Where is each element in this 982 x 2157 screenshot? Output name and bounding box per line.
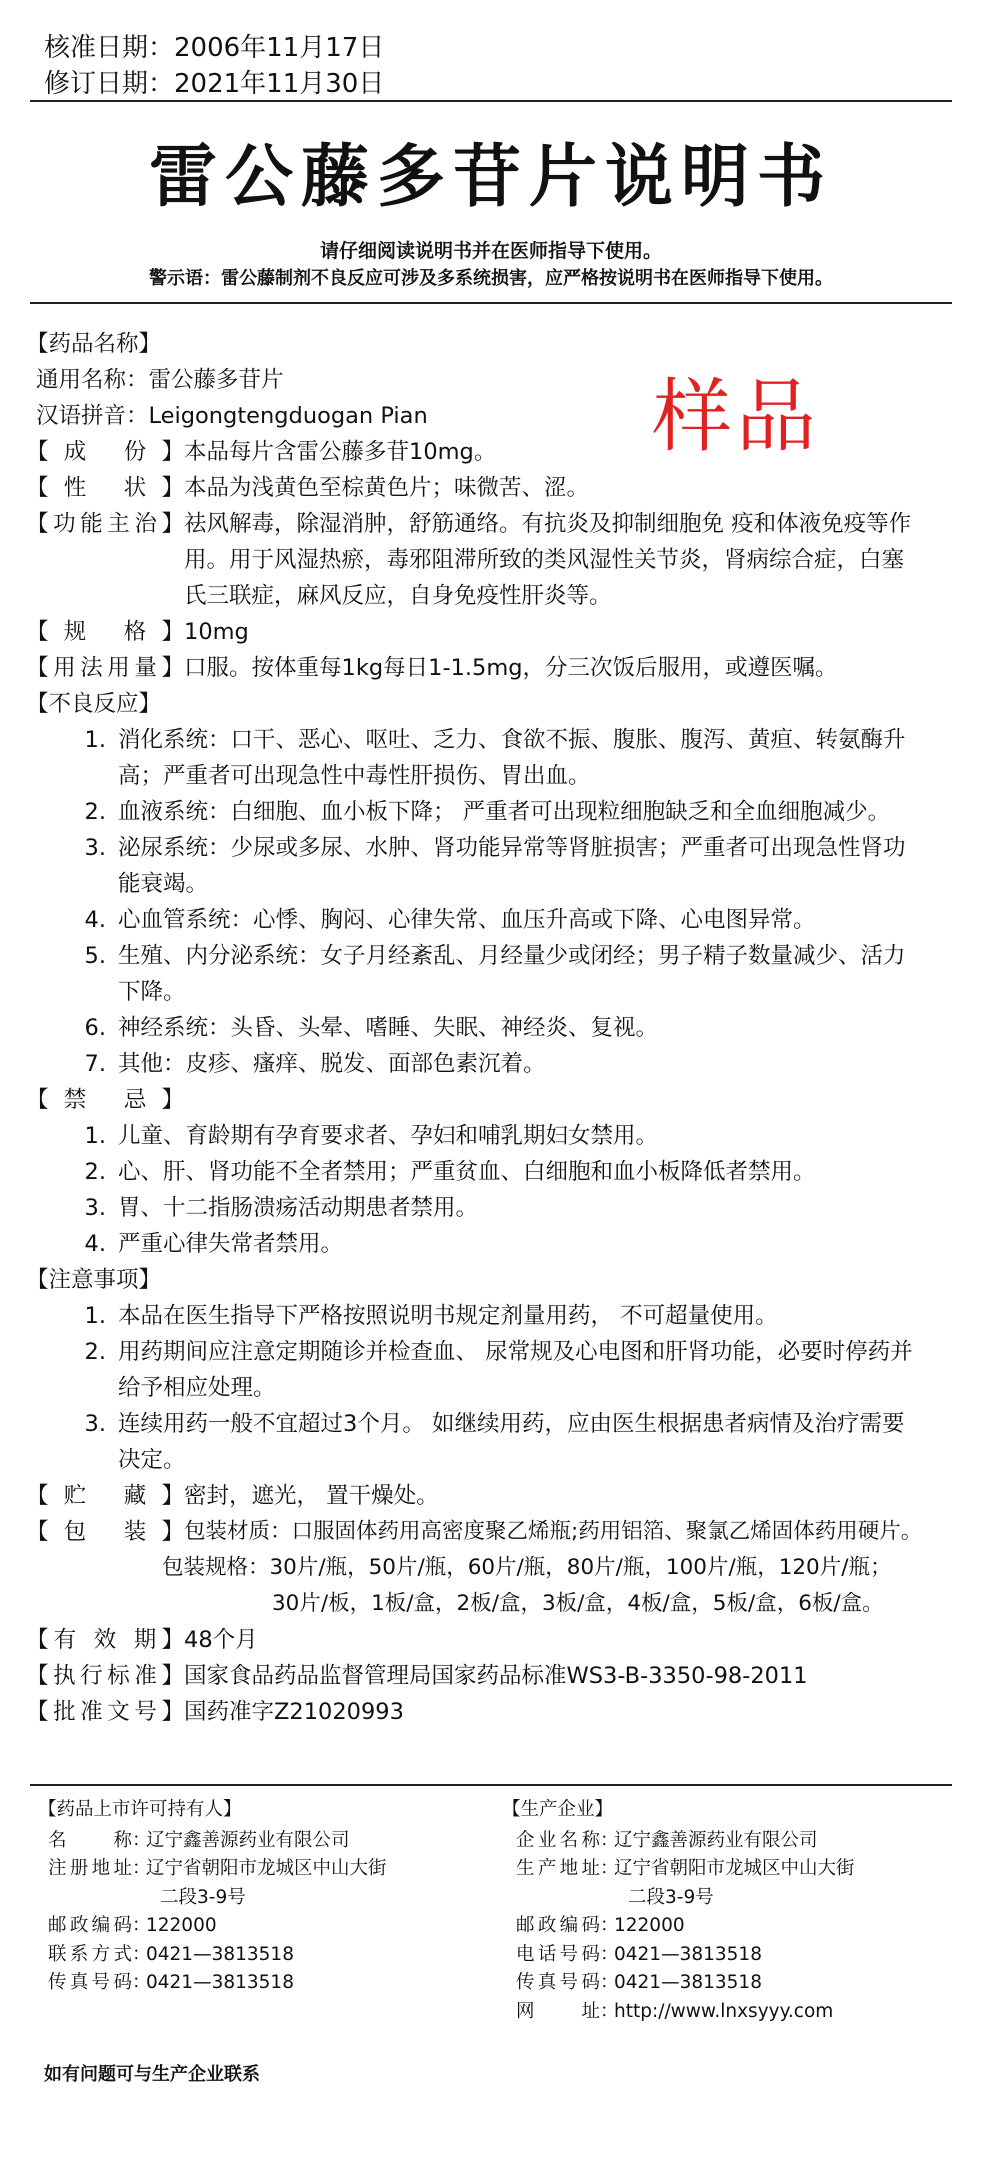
package-material: 包装材质：口服固体药用高密度聚乙烯瓶;药用铝箔、聚氯乙烯固体药用硬片。	[184, 1519, 923, 1544]
adverse-header: 【不良反应】	[26, 691, 162, 717]
list-item: 3. 胃、十二指肠溃疡活动期患者禁用。	[84, 1195, 479, 1221]
function-row	[26, 506, 966, 614]
validity-label: 【有 效 期】	[26, 1627, 184, 1653]
standard-value: 国家食品药品监督管理局国家药品标准WS3-B-3350-98-2011	[184, 1663, 808, 1689]
contact-note: 如有问题可与生产企业联系	[44, 2064, 260, 2085]
ingredient-value: 本品每片含雷公藤多苷10mg。	[184, 439, 497, 465]
contraindications-list	[26, 1118, 966, 1262]
adverse-list	[26, 722, 966, 1082]
validity-row	[26, 1622, 966, 1658]
storage-row	[26, 1478, 966, 1514]
manufacturer-row: 企业名称 ： 辽宁鑫善源药业有限公司	[516, 1829, 818, 1851]
sample-stamp: 样品	[652, 370, 820, 463]
manufacturer-row: 二段3-9号	[628, 1886, 714, 1908]
package-label: 【包 装】	[26, 1519, 184, 1545]
manufacturer-header: 【生产企业】	[502, 1799, 614, 1820]
appearance-value: 本品为浅黄色至棕黄色片；味微苦、涩。	[184, 475, 590, 501]
package-spec-line1: 包装规格：30片/瓶，50片/瓶，60片/瓶，80片/瓶，100片/瓶，120片/瓶；	[162, 1555, 892, 1580]
holder-row: 传真号码 ： 0421—3813518	[48, 1972, 294, 1993]
website-url: http://www.lnxsyyy.com	[614, 2000, 834, 2022]
list-item: 2. 心、肝、肾功能不全者禁用；严重贫血、白细胞和血小板降低者禁用。	[84, 1159, 816, 1185]
drug-name-header: 【药品名称】	[26, 331, 162, 357]
date-block	[44, 30, 384, 102]
holder-row: 注册地址 ： 辽宁省朝阳市龙城区中山大街	[48, 1858, 387, 1879]
validity-value: 48个月	[184, 1627, 258, 1653]
footer-divider	[30, 1784, 952, 1786]
document-title: 雷公藤多苷片说明书	[148, 138, 833, 217]
list-item: 1. 消化系统：口干、恶心、呕吐、乏力、食欲不振、腹胀、腹泻、黄疸、转氨酶升高；严重者可出现急性中毒性肝损伤、胃出血。	[84, 727, 906, 789]
package-spec-line2: 30片/板，1板/盒，2板/盒，3板/盒，4板/盒，5板/盒，6板/盒。	[272, 1591, 884, 1616]
holder-row: 二段3-9号	[160, 1886, 246, 1908]
usage-value: 口服。按体重每1kg每日1-1.5mg，分三次饭后服用，或遵医嘱。	[184, 655, 838, 681]
appearance-row	[26, 470, 966, 506]
holder-row: 名 称 ： 辽宁鑫善源药业有限公司	[48, 1829, 350, 1851]
storage-label: 【贮 藏】	[26, 1483, 184, 1509]
approval-date: 核准日期：2006年11月17日	[44, 33, 385, 63]
instruction-body	[26, 326, 966, 1730]
top-divider	[30, 100, 952, 102]
manufacturer-row: 生产地址 ： 辽宁省朝阳市龙城区中山大街	[516, 1858, 855, 1879]
standard-row	[26, 1658, 966, 1694]
approval-label: 【批准文号】	[26, 1699, 184, 1725]
usage-row	[26, 650, 966, 686]
function-label: 【功能主治】	[26, 511, 184, 537]
function-value: 祛风解毒，除湿消肿，舒筋通络。有抗炎及抑制细胞免 疫和体液免疫等作用。用于风湿热瘀，毒邪阻滞所致的类风湿性关节炎，肾病综合症，白塞氏三联症，麻风反应，自身免疫性肝炎等。	[184, 511, 912, 609]
standard-label: 【执行标准】	[26, 1663, 184, 1689]
manufacturer-block	[502, 1796, 952, 2026]
pinyin-name: 汉语拼音：Leigongtengduogan Pian	[36, 403, 428, 429]
manufacturer-row: 邮政编码 ： 122000	[516, 1915, 685, 1936]
list-item: 3. 连续用药一般不宜超过3个月。 如继续用药，应由医生根据患者病情及治疗需要决定。	[84, 1411, 905, 1473]
contraindications-header: 【禁 忌】	[26, 1087, 184, 1113]
appearance-label: 【性 状】	[26, 475, 184, 501]
manufacturer-row: 网 址 ： http://www.lnxsyyy.com	[516, 1998, 952, 2027]
warning-text: 警示语：雷公藤制剂不良反应可涉及多系统损害，应严格按说明书在医师指导下使用。	[149, 268, 833, 289]
list-item: 6. 神经系统：头昏、头晕、嗜睡、失眠、神经炎、复视。	[84, 1015, 659, 1041]
revision-date: 修订日期：2021年11月30日	[44, 69, 385, 99]
package-row	[26, 1514, 966, 1550]
precautions-header: 【注意事项】	[26, 1267, 162, 1293]
manufacturer-row: 传真号码 ： 0421—3813518	[516, 1972, 762, 1993]
list-item: 4. 严重心律失常者禁用。	[84, 1231, 344, 1257]
common-name: 通用名称：雷公藤多苷片	[36, 367, 284, 393]
header-divider	[30, 302, 952, 304]
list-item: 3. 泌尿系统：少尿或多尿、水肿、肾功能异常等肾脏损害；严重者可出现急性肾功能衰竭。	[84, 835, 906, 897]
ingredient-label: 【成 份】	[26, 439, 184, 465]
approval-value: 国药准字Z21020993	[184, 1699, 404, 1725]
spec-value: 10mg	[184, 619, 249, 645]
list-item: 1. 本品在医生指导下严格按照说明书规定剂量用药， 不可超量使用。	[84, 1303, 778, 1329]
spec-row	[26, 614, 966, 650]
list-item: 2. 血液系统：白细胞、血小板下降； 严重者可出现粒细胞缺乏和全血细胞减少。	[84, 799, 891, 825]
holder-row: 联系方式 ： 0421—3813518	[48, 1943, 294, 1965]
holder-row: 邮政编码 ： 122000	[48, 1915, 217, 1936]
spec-label: 【规 格】	[26, 619, 184, 645]
list-item: 5. 生殖、内分泌系统：女子月经紊乱、月经量少或闭经；男子精子数量减少、活力下降。	[84, 943, 906, 1005]
list-item: 4. 心血管系统：心悸、胸闷、心律失常、血压升高或下降、心电图异常。	[84, 907, 816, 933]
list-item: 7. 其他：皮疹、瘙痒、脱发、面部色素沉着。	[84, 1051, 546, 1077]
list-item: 1. 儿童、育龄期有孕育要求者、孕妇和哺乳期妇女禁用。	[84, 1123, 659, 1149]
list-item: 2. 用药期间应注意定期随诊并检查血、 尿常规及心电图和肝肾功能，必要时停药并给予相应处理。	[84, 1339, 913, 1401]
read-notice: 请仔细阅读说明书并在医师指导下使用。	[319, 240, 662, 262]
precautions-list	[26, 1298, 966, 1478]
license-holder-block	[38, 1796, 468, 1998]
approval-row	[26, 1694, 966, 1730]
storage-value: 密封，遮光， 置干燥处。	[184, 1483, 439, 1509]
manufacturer-row: 电话号码 ： 0421—3813518	[516, 1943, 762, 1965]
license-holder-header: 【药品上市许可持有人】	[38, 1799, 242, 1820]
ingredient-row	[26, 434, 966, 470]
contraindications-header-row	[26, 1082, 966, 1118]
usage-label: 【用法用量】	[26, 655, 184, 681]
